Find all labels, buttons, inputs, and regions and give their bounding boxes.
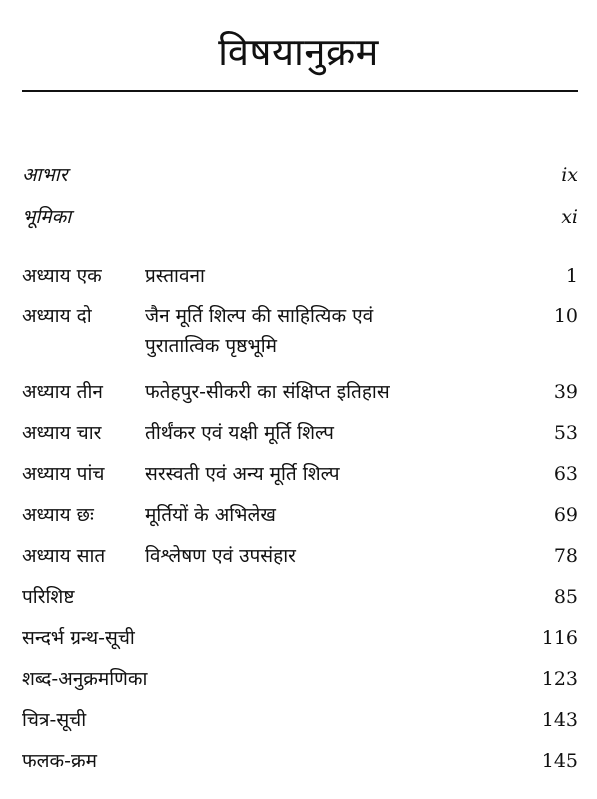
chapter-label: अध्याय दो xyxy=(22,305,92,327)
toc-entry-label: शब्द-अनुक्रमणिका xyxy=(22,668,148,690)
chapter-title: तीर्थंकर एवं यक्षी मूर्ति शिल्प xyxy=(145,422,334,444)
chapter-title-continuation: पुरातात्विक पृष्ठभूमि xyxy=(145,335,278,357)
toc-entry-label: सन्दर्भ ग्रन्थ-सूची xyxy=(22,627,135,649)
chapter-title: सरस्वती एवं अन्य मूर्ति शिल्प xyxy=(145,463,340,485)
chapter-page: 78 xyxy=(553,545,578,567)
toc-entry-label: फलक-क्रम xyxy=(22,750,97,772)
chapter-label: अध्याय छः xyxy=(22,504,94,526)
chapter-title: जैन मूर्ति शिल्प की साहित्यिक एवं xyxy=(145,305,374,327)
chapter-title: मूर्तियों के अभिलेख xyxy=(145,504,276,526)
toc-entry-label: आभार xyxy=(22,164,68,186)
chapter-label: अध्याय तीन xyxy=(22,381,103,403)
chapter-label: अध्याय एक xyxy=(22,265,102,287)
chapter-page: 1 xyxy=(565,265,578,287)
toc-entry-page: 116 xyxy=(541,627,578,649)
chapter-page: 39 xyxy=(553,381,578,403)
chapter-label: अध्याय पांच xyxy=(22,463,105,485)
chapter-title: फतेहपुर-सीकरी का संक्षिप्त इतिहास xyxy=(145,381,390,403)
toc-entry-label: परिशिष्ट xyxy=(22,586,75,608)
chapter-page: 69 xyxy=(553,504,578,526)
chapter-title: विश्लेषण एवं उपसंहार xyxy=(145,545,296,567)
toc-entry-page: 85 xyxy=(553,586,578,608)
toc-entry-page: 123 xyxy=(541,668,578,690)
chapter-label: अध्याय चार xyxy=(22,422,102,444)
chapter-label: अध्याय सात xyxy=(22,545,106,567)
chapter-title: प्रस्तावना xyxy=(145,265,205,287)
chapter-page: 10 xyxy=(553,305,578,327)
toc-entry-label: चित्र-सूची xyxy=(22,709,87,731)
toc-entry-page: xi xyxy=(561,206,578,228)
toc-entry-page: 143 xyxy=(541,709,578,731)
title-rule xyxy=(22,90,578,92)
page-title: विषयानुक्रम xyxy=(218,30,379,74)
chapter-page: 53 xyxy=(553,422,578,444)
chapter-page: 63 xyxy=(553,463,578,485)
toc-entry-page: ix xyxy=(561,164,578,186)
toc-entry-label: भूमिका xyxy=(22,206,72,228)
toc-entry-page: 145 xyxy=(541,750,578,772)
